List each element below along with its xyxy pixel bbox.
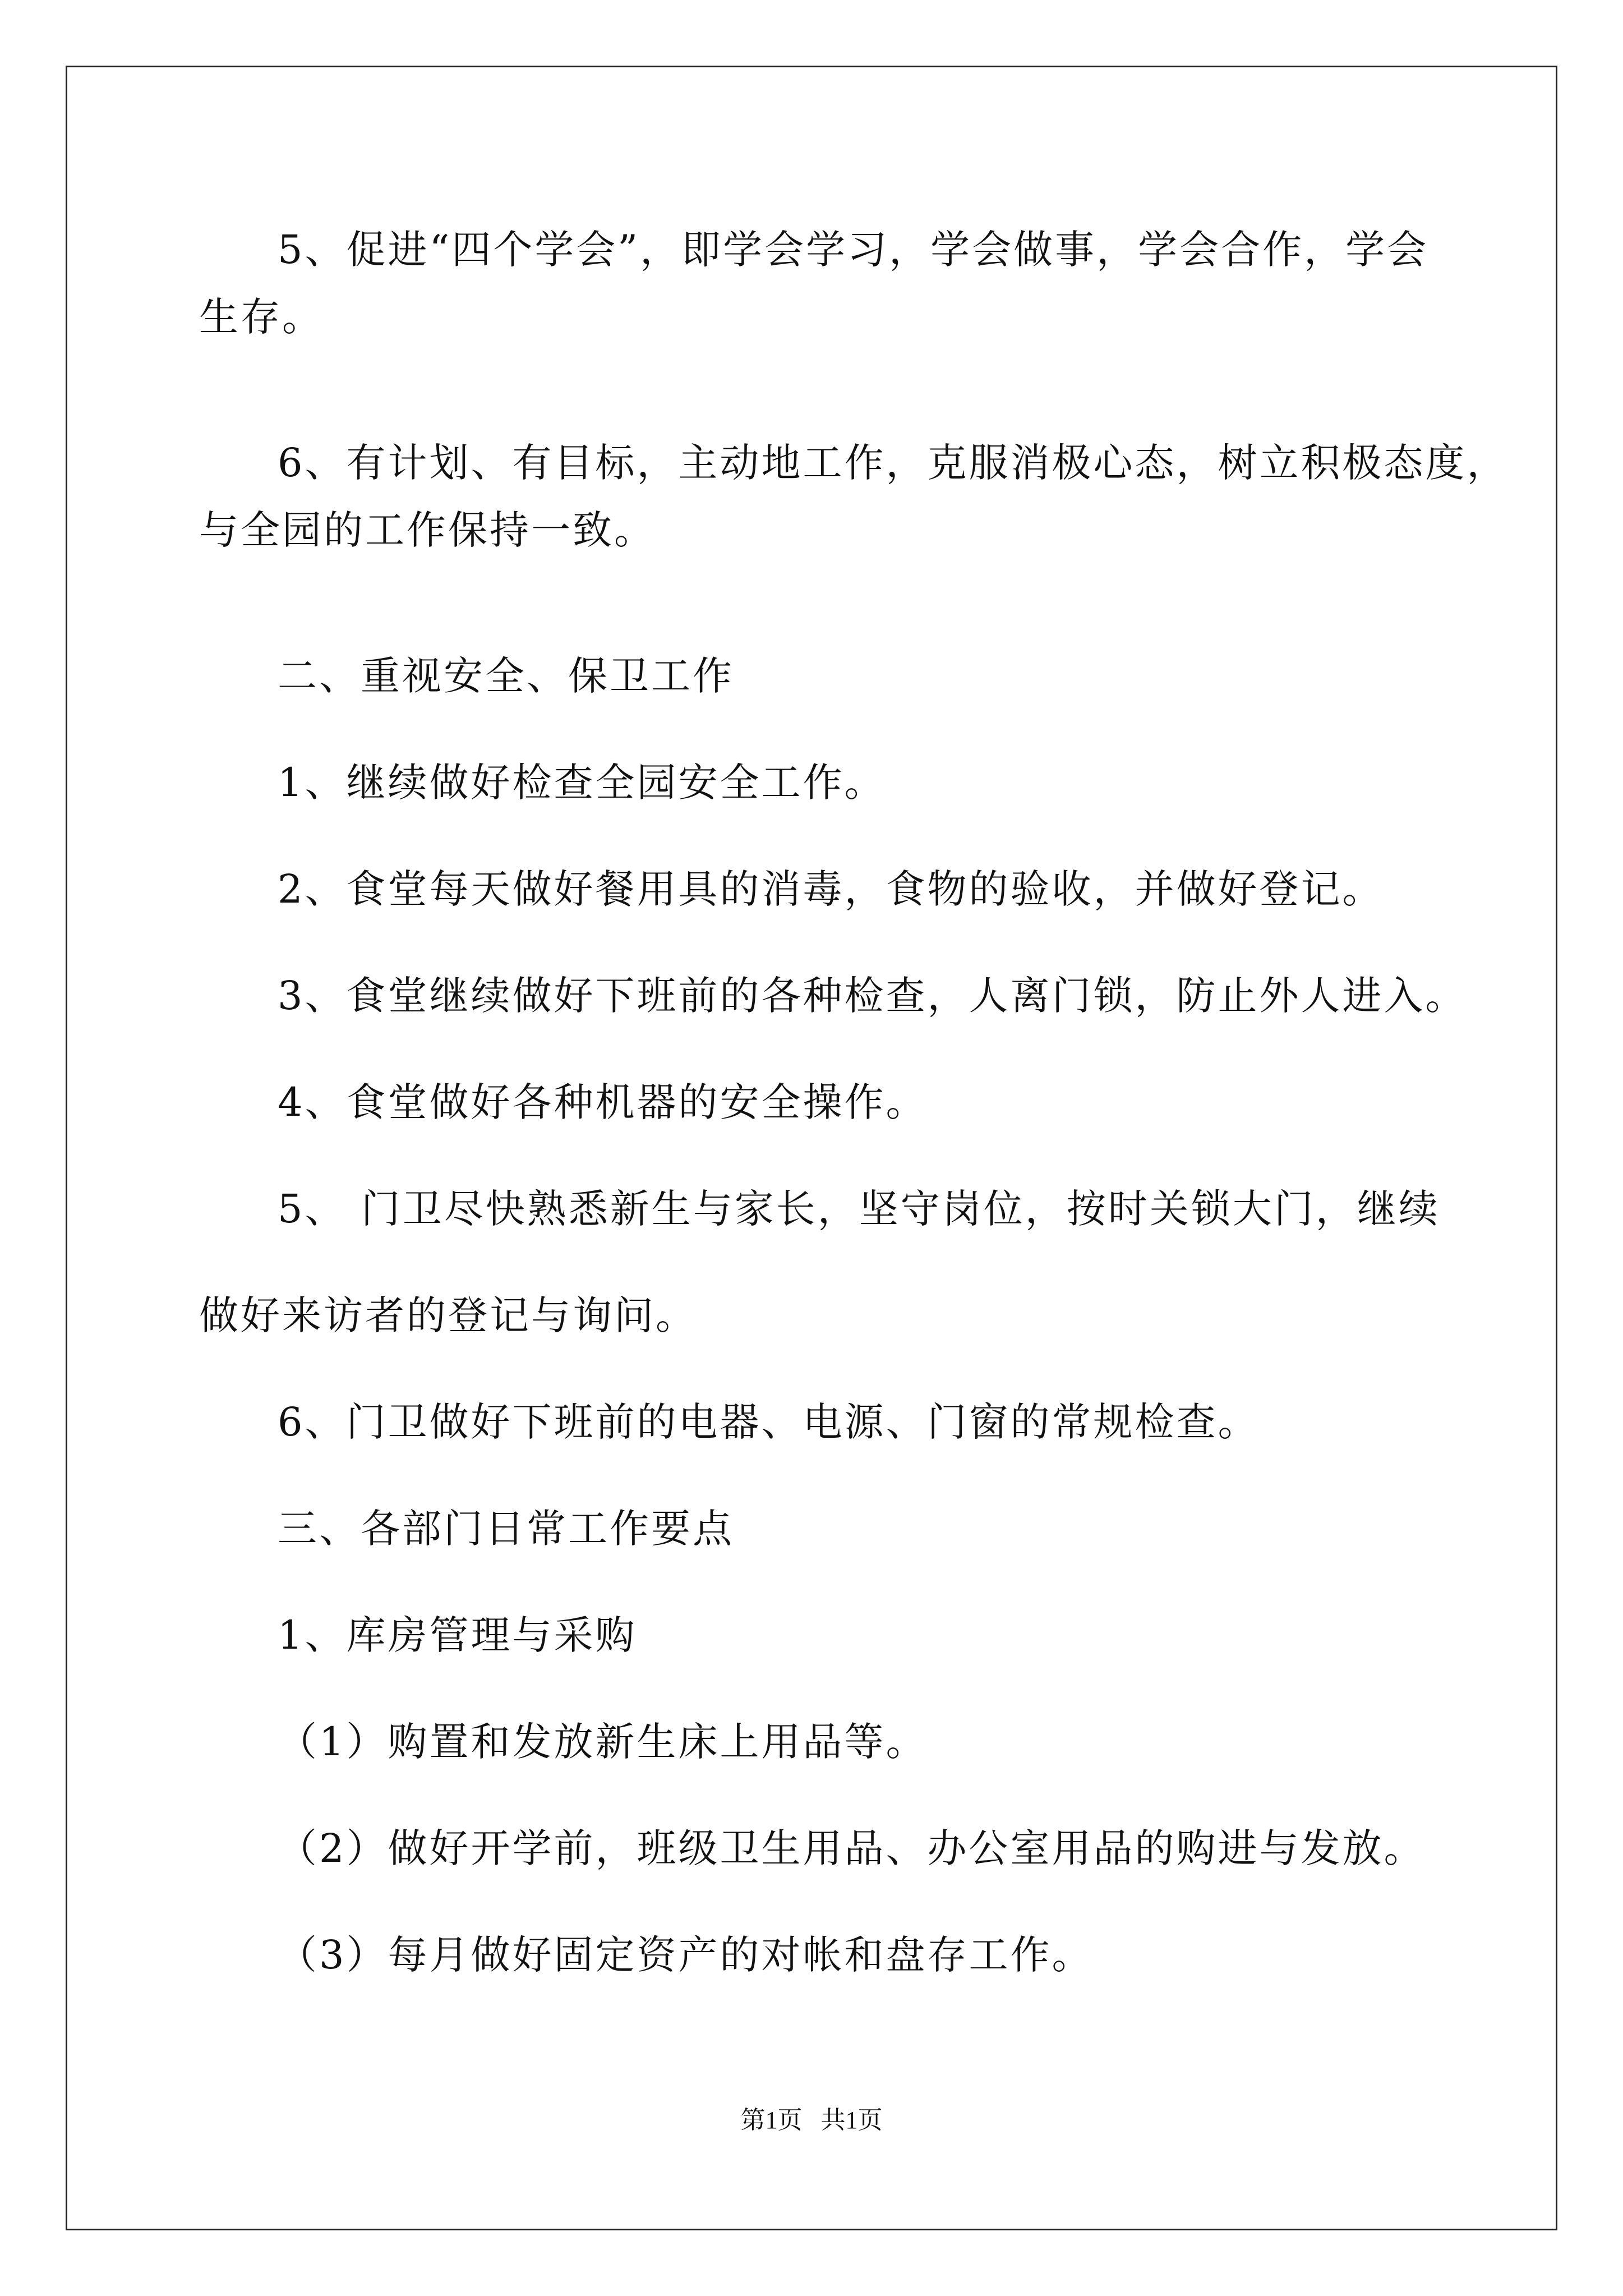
paragraph-2-line-1: 6、有计划、有目标，主动地工作，克服消极心态，树立积极态度，: [278, 440, 1509, 486]
paragraph-2-line-2: 与全园的工作保持一致。: [199, 507, 656, 553]
section-heading-safety: 二、重视安全、保卫工作: [278, 653, 734, 699]
paragraph-safety-2: 2、食堂每天做好餐用具的消毒，食物的验收，并做好登记。: [278, 866, 1384, 912]
paragraph-safety-5-line-1: 5、 门卫尽快熟悉新生与家长，坚守岗位，按时关锁大门，继续: [278, 1186, 1440, 1232]
section-heading-departments: 三、各部门日常工作要点: [278, 1506, 734, 1552]
paragraph-storage-1: （1）购置和发放新生床上用品等。: [278, 1719, 928, 1765]
paragraph-storage-2: （2）做好开学前，班级卫生用品、办公室用品的购进与发放。: [278, 1825, 1426, 1871]
paragraph-safety-6: 6、门卫做好下班前的电器、电源、门窗的常规检查。: [278, 1399, 1260, 1445]
paragraph-safety-1: 1、继续做好检查全园安全工作。: [278, 760, 886, 806]
paragraph-safety-4: 4、食堂做好各种机器的安全操作。: [278, 1079, 928, 1125]
subsection-heading-storage: 1、库房管理与采购: [278, 1612, 637, 1658]
paragraph-storage-3: （3）每月做好固定资产的对帐和盘存工作。: [278, 1932, 1094, 1978]
paragraph-safety-3: 3、食堂继续做好下班前的各种检查，人离门锁，防止外人进入。: [278, 973, 1467, 1019]
paragraph-1-line-1: 5、促进“四个学会”，即学会学习，学会做事，学会合作，学会: [278, 227, 1429, 273]
paragraph-safety-5-line-2: 做好来访者的登记与询问。: [199, 1292, 697, 1338]
paragraph-1-line-2: 生存。: [199, 294, 324, 340]
page-border: [66, 66, 1557, 2230]
page-number-footer: 第1页 共1页: [740, 2106, 883, 2134]
